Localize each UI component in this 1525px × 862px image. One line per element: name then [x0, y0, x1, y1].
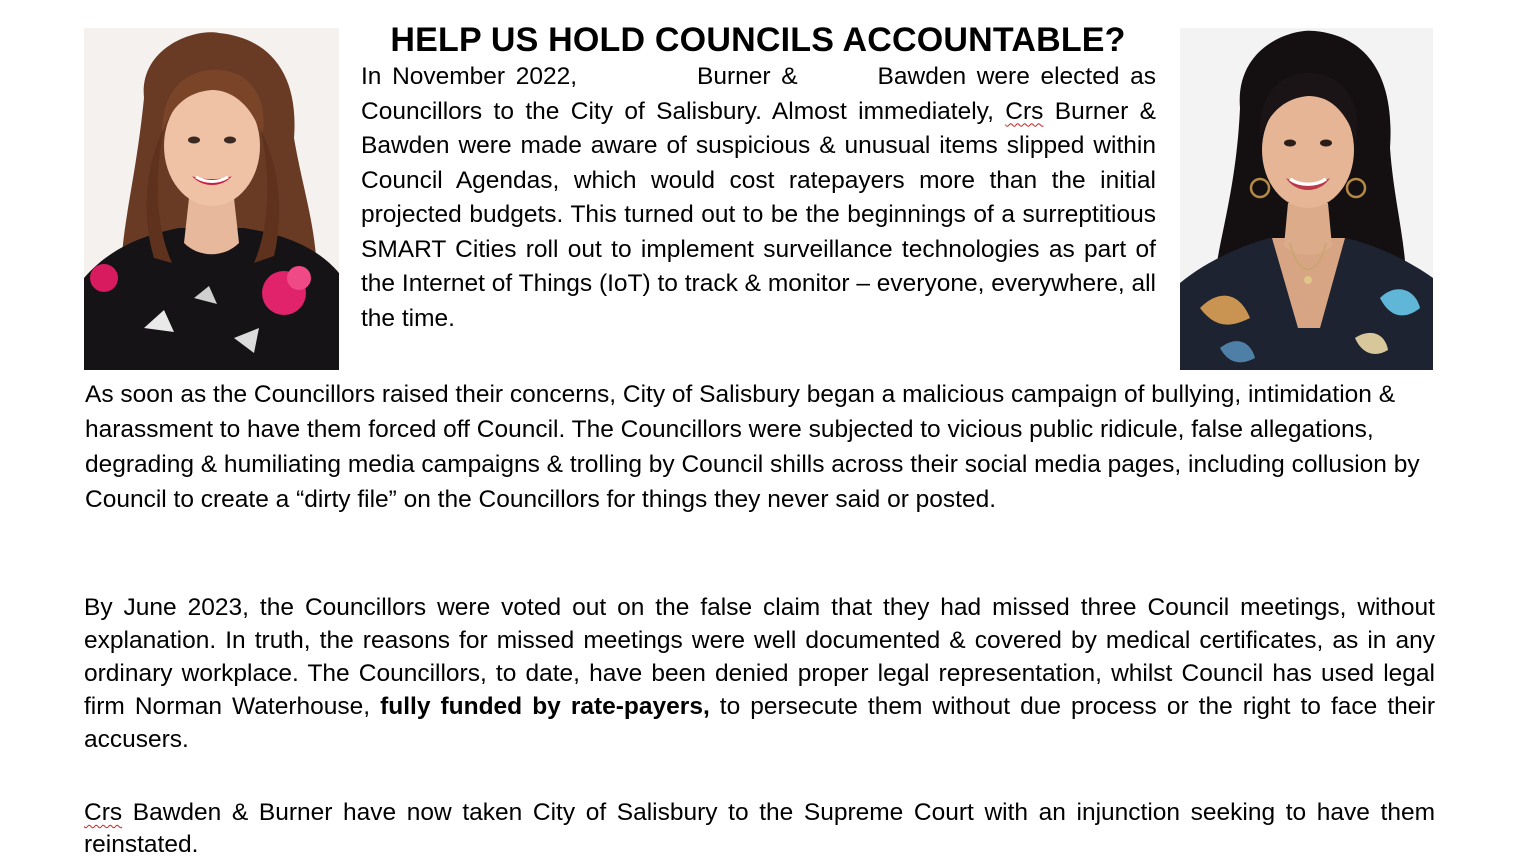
- court-text: Bawden & Burner have now taken City of Salisbury to the Supreme Court with an injunction seeking to have them reinstated.: [84, 799, 1435, 858]
- page-title: HELP US HOLD COUNCILS ACCOUNTABLE?: [390, 21, 1126, 59]
- vote-out-paragraph: [84, 591, 1435, 756]
- intro-crs-abbrev: Crs: [1005, 97, 1044, 125]
- intro-text-2: Burner &: [697, 63, 798, 90]
- intro-paragraph: [361, 60, 1156, 336]
- councillor-photo-left: [84, 28, 339, 370]
- councillor-photo-right: [1180, 28, 1433, 370]
- funding-emphasis: fully funded by rate-payers,: [380, 693, 710, 720]
- intro-text-3: Bawden were elected as Councillors to the City of Salisbury. Almost immediately,: [361, 63, 1156, 125]
- campaign-paragraph: As soon as the Councillors raised their concerns, City of Salisbury began a malicious campaign of bullying, intimidation & harassment to have them forced off Council. The Councillors were subjected to vicious public ridicule, false allegations, degrading & humiliating media campaigns & trolling by Council shills across their social media pages, including collusion by Council to create a “dirty file” on the Councillors for things they never said or posted.: [85, 381, 1420, 513]
- intro-text-1: In November 2022,: [361, 63, 578, 90]
- court-crs-abbrev: Crs: [84, 799, 123, 826]
- intro-text-4: Burner & Bawden were made aware of suspicious & unusual items slipped within Council Agendas, which would cost ratepayers more than the initial projected budgets. This turned out to be the beginnings of a surreptitious SMART Cities roll out to implement surveillance technologies as part of the Internet of Things (IoT) to track & monitor – everyone, everywhere, all the time.: [361, 97, 1156, 332]
- vote-out-text-end: to persecute them without due process or the right to face their accusers.: [84, 693, 1435, 753]
- supreme-court-paragraph: [84, 797, 1435, 861]
- vote-out-text: By June 2023, the Councillors were voted out on the false claim that they had missed three Council meetings, without explanation. In truth, the reasons for missed meetings were well documented & covered by medical certificates, as in any ordinary workplace. The Councillors, to date, have been denied proper legal representation, whilst Council has used legal firm Norman Waterhouse,: [84, 594, 1435, 720]
